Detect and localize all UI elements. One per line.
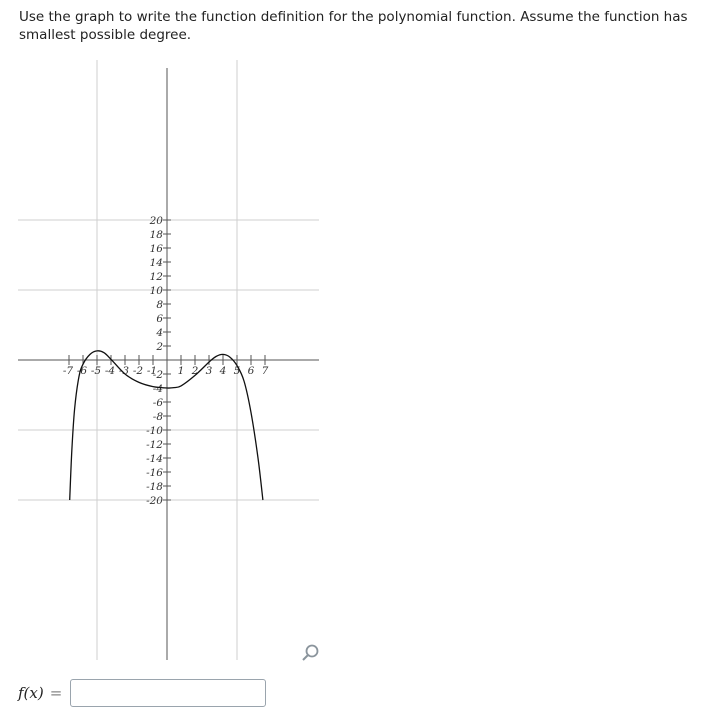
y-tick-label: -12 <box>146 439 163 451</box>
function-label: f(x) <box>18 684 44 702</box>
x-tick-label: 1 <box>177 365 185 377</box>
x-tick-label: -3 <box>118 365 130 377</box>
y-tick-label: 10 <box>149 285 163 297</box>
y-tick-label: 16 <box>149 243 163 255</box>
y-tick-label: -2 <box>152 369 163 381</box>
answer-row <box>18 678 266 708</box>
y-tick-label: 4 <box>156 327 163 339</box>
y-tick-label: 18 <box>149 229 163 241</box>
x-tick-label: -1 <box>146 365 158 377</box>
y-tick-label: -10 <box>146 425 163 437</box>
y-tick-label: -20 <box>146 495 163 507</box>
x-tick-label: -2 <box>132 365 144 377</box>
y-tick-label: 14 <box>149 257 163 269</box>
x-tick-label: 4 <box>219 365 227 377</box>
y-tick-label: 2 <box>156 341 163 353</box>
zoom-magnifier-icon[interactable] <box>300 642 322 664</box>
x-tick-label: -5 <box>90 365 102 377</box>
function-answer-input[interactable] <box>70 679 266 707</box>
y-tick-label: 12 <box>149 271 163 283</box>
y-tick-label: 20 <box>149 215 163 227</box>
y-tick-label: 8 <box>156 299 163 311</box>
question-prompt: Use the graph to write the function definition for the polynomial function. Assume the function has smallest possible degree. <box>19 9 688 43</box>
x-tick-label: 7 <box>261 365 269 377</box>
y-tick-label: -18 <box>146 481 163 493</box>
y-tick-label: -8 <box>152 411 163 423</box>
x-tick-label: -6 <box>76 365 88 377</box>
x-tick-label: 2 <box>191 365 199 377</box>
x-tick-label: 6 <box>247 365 255 377</box>
y-tick-label: -6 <box>152 397 163 409</box>
x-tick-label: 3 <box>205 365 213 377</box>
y-tick-label: -14 <box>146 453 163 465</box>
x-tick-label: -7 <box>62 365 74 377</box>
x-tick-label: 5 <box>233 365 241 377</box>
equals-sign: = <box>49 684 63 702</box>
y-tick-label: 6 <box>156 313 163 325</box>
y-tick-label: -16 <box>146 467 163 479</box>
x-tick-label: -4 <box>104 365 116 377</box>
y-tick-label: -4 <box>152 383 163 395</box>
